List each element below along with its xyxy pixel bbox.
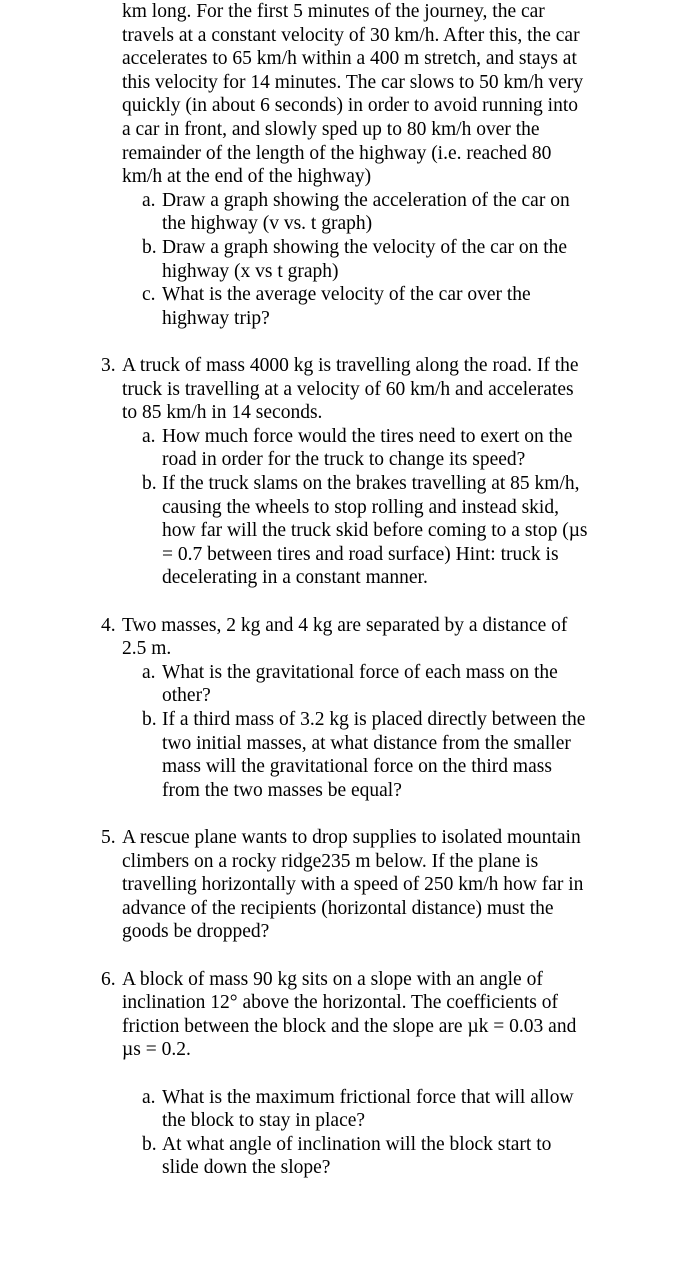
subquestion-line: What is the maximum frictional force that will allow [162,1086,574,1108]
subquestion-line: from the two masses be equal? [162,779,402,801]
subquestion-line: mass will the gravitational force on the third mass [162,756,552,778]
subquestion-line: decelerating in a constant manner. [162,567,428,589]
question-6-line: A block of mass 90 kg sits on a slope with an angle of [122,968,543,990]
question-6-line: friction between the block and the slope are µk = 0.03 and [122,1015,577,1037]
question-6-line: inclination 12° above the horizontal. The coefficients of [122,992,558,1014]
subquestion-label: b. [142,709,157,730]
question-5-line: travelling horizontally with a speed of 250 km/h how far in [122,874,584,896]
subquestion-line: the highway (v vs. t graph) [162,213,373,235]
question-2-line: a car in front, and slowly sped up to 80 km/h over the [122,119,540,140]
question-2-line: travels at a constant velocity of 30 km/h. After this, the car [122,24,580,46]
question-5-line: goods be dropped? [122,921,270,943]
subquestion-label: b. [142,1133,157,1155]
subquestion-label: b. [142,473,157,494]
subquestion-line: highway (x vs t graph) [162,260,339,282]
subquestion-label: a. [142,425,156,447]
question-3-line: to 85 km/h in 14 seconds. [122,402,323,424]
question-2-line: remainder of the length of the highway (i.e. reached 80 [122,142,552,164]
subquestion-line: If a third mass of 3.2 kg is placed directly between the [162,709,586,730]
question-number: 3. [101,355,116,376]
subquestion-line: Draw a graph showing the acceleration of the car on [162,189,570,211]
question-3-line: truck is travelling at a velocity of 60 km/h and accelerates [122,378,574,400]
subquestion-label: a. [142,661,156,683]
question-3-line: A truck of mass 4000 kg is travelling along the road. If the [122,355,579,376]
subquestion-line: If the truck slams on the brakes travelling at 85 km/h, [162,473,580,494]
question-number: 5. [101,827,116,848]
subquestion-line: Draw a graph showing the velocity of the car on the [162,237,568,258]
subquestion-line: the block to stay in place? [162,1110,366,1132]
subquestion-line: At what angle of inclination will the block start to [162,1133,552,1155]
question-2-line: this velocity for 14 minutes. The car slows to 50 km/h very [122,71,584,93]
question-5-line: A rescue plane wants to drop supplies to isolated mountain [122,827,581,848]
subquestion-label: a. [142,189,156,211]
question-5-line: advance of the recipients (horizontal distance) must the [122,897,554,919]
subquestion-line: = 0.7 between tires and road surface) Hint: truck is [162,543,559,565]
question-2-line: km/h at the end of the highway) [122,166,372,188]
question-2-line: quickly (in about 6 seconds) in order to avoid running into [122,95,579,117]
subquestion-line: causing the wheels to stop rolling and instead skid, [162,496,559,518]
question-5-line: climbers on a rocky ridge235 m below. If the plane is [122,850,539,872]
subquestion-label: a. [142,1086,156,1108]
question-6-line: µs = 0.2. [122,1039,191,1061]
subquestion-label: b. [142,237,157,258]
question-2-line: km long. For the first 5 minutes of the journey, the car [122,1,545,22]
question-4-line: 2.5 m. [122,638,172,660]
subquestion-line: How much force would the tires need to exert on the [162,425,573,447]
question-number: 6. [101,968,116,990]
subquestion-label: c. [142,284,156,306]
question-2-line: accelerates to 65 km/h within a 400 m stretch, and stays at [122,48,577,70]
subquestion-line: road in order for the truck to change its speed? [162,449,526,471]
subquestion-line: What is the gravitational force of each mass on the [162,661,558,683]
subquestion-line: other? [162,685,211,707]
subquestion-line: slide down the slope? [162,1157,331,1179]
question-number: 4. [101,614,116,636]
subquestion-line: two initial masses, at what distance from the smaller [162,732,571,754]
subquestion-line: highway trip? [162,307,270,329]
subquestion-line: What is the average velocity of the car over the [162,284,531,306]
question-4-line: Two masses, 2 kg and 4 kg are separated by a distance of [122,614,568,636]
subquestion-line: how far will the truck skid before coming to a stop (µs [162,520,588,542]
